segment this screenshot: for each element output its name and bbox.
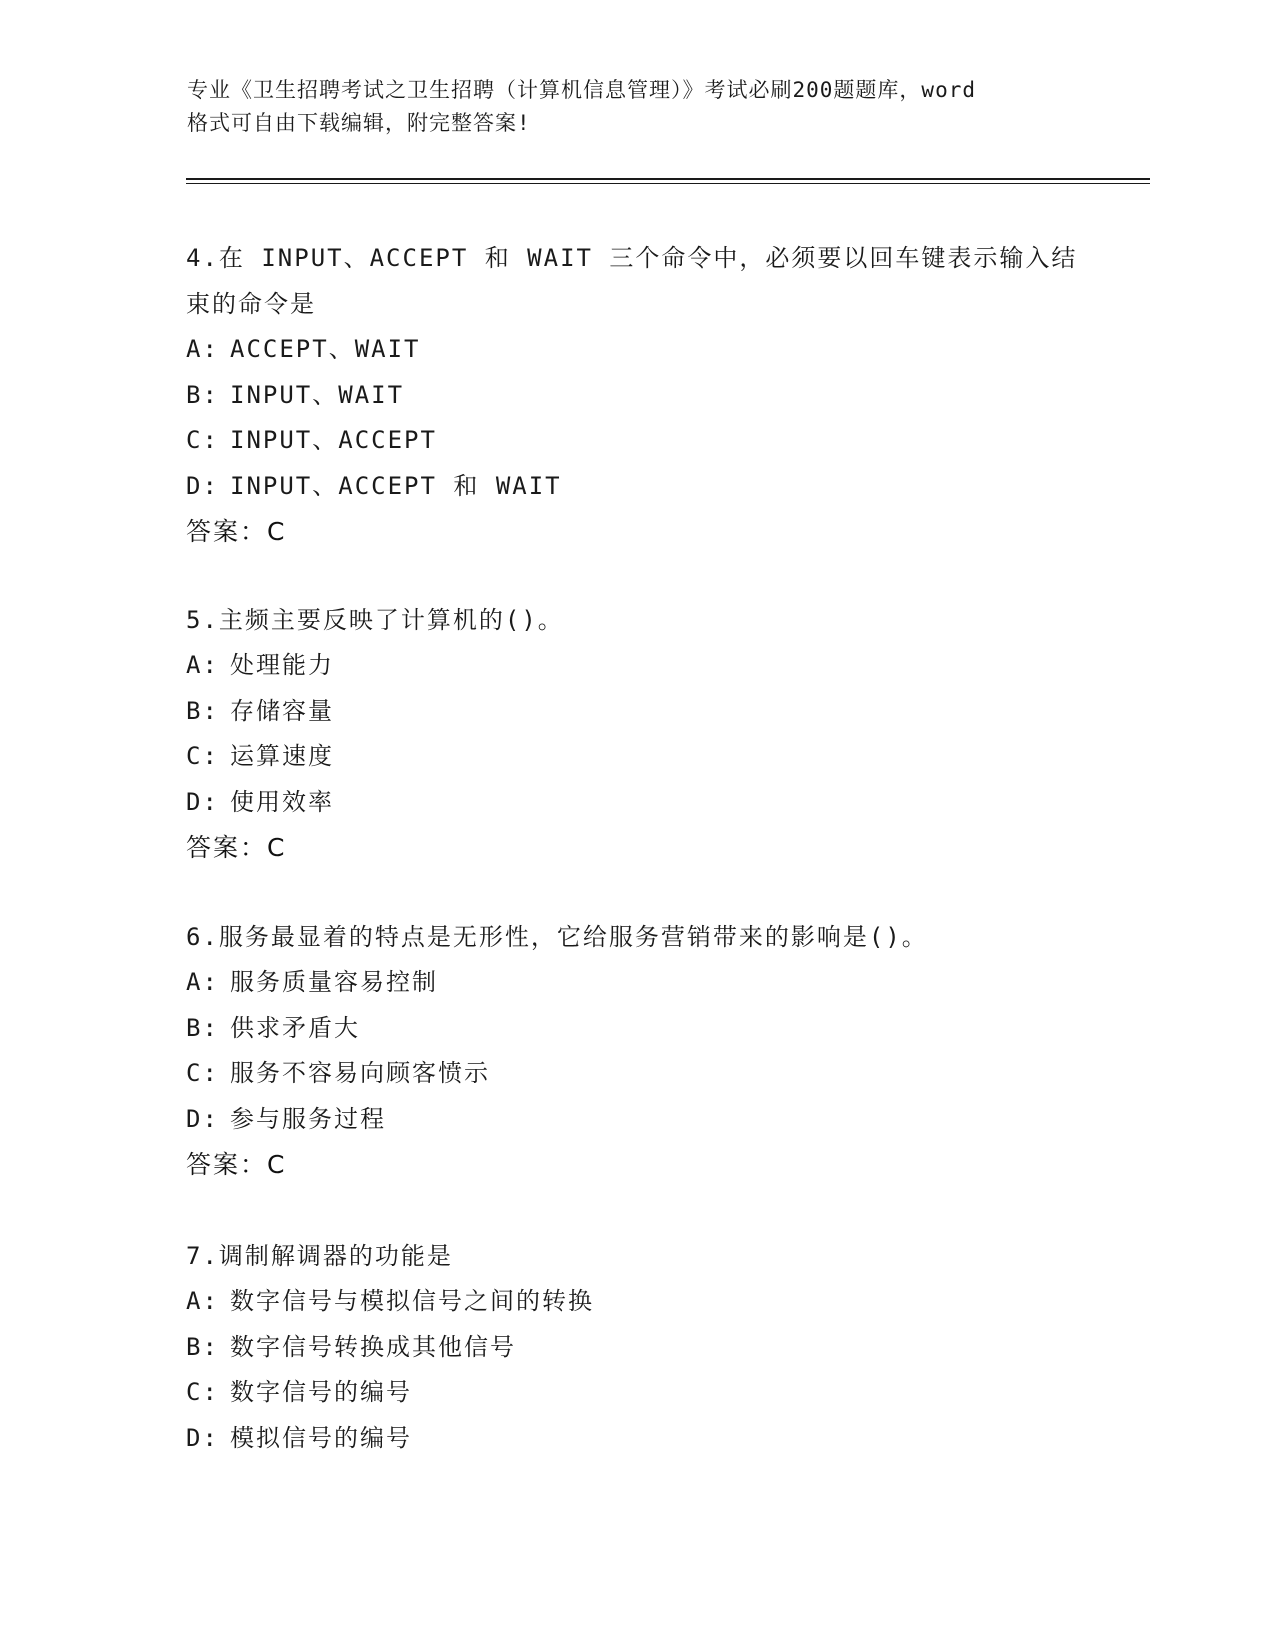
option-d: [186, 780, 1086, 826]
question-5: [186, 597, 1086, 871]
option-text: INPUT、WAIT: [230, 380, 405, 409]
option-letter: D:: [186, 1104, 219, 1133]
option-b: [186, 1325, 1086, 1371]
option-text: 供求矛盾大: [230, 1013, 360, 1042]
question-stem: 6.服务最显着的特点是无形性，它给服务营销带来的影响是()。: [186, 923, 928, 951]
option-letter: A:: [186, 335, 219, 363]
option-letter: D:: [186, 471, 219, 500]
option-a: [186, 1279, 1086, 1325]
question-stem: 7.调制解调器的功能是: [186, 1242, 453, 1270]
question-4: [186, 235, 1086, 555]
option-text: 存储容量: [230, 696, 334, 725]
header-line-2: 格式可自由下载编辑，附完整答案!: [187, 111, 531, 135]
option-letter: C:: [186, 742, 219, 770]
option-text: INPUT、ACCEPT 和 WAIT: [230, 471, 562, 500]
option-text: 数字信号转换成其他信号: [230, 1332, 516, 1361]
option-text: 使用效率: [230, 787, 334, 816]
option-letter: A:: [186, 968, 219, 996]
answer-label: 答案：C: [186, 833, 287, 862]
option-letter: C:: [186, 426, 219, 454]
option-text: 服务不容易向顾客愤示: [230, 1059, 490, 1087]
option-letter: A:: [186, 651, 219, 679]
header-divider-thin: [186, 183, 1150, 184]
option-text: INPUT、ACCEPT: [230, 426, 437, 454]
question-7: [186, 1233, 1086, 1461]
option-letter: B:: [186, 380, 219, 409]
option-text: ACCEPT、WAIT: [230, 335, 421, 363]
option-a: [186, 960, 1086, 1006]
option-letter: B:: [186, 1013, 219, 1042]
option-text: 数字信号的编号: [230, 1378, 412, 1406]
option-letter: B:: [186, 696, 219, 725]
document-header: [187, 74, 1087, 140]
option-letter: D:: [186, 1423, 219, 1452]
option-d: [186, 1097, 1086, 1143]
option-d: [186, 464, 1086, 510]
answer-label: 答案：C: [186, 517, 287, 546]
option-text: 数字信号与模拟信号之间的转换: [230, 1287, 594, 1315]
question-6: [186, 914, 1086, 1188]
option-a: [186, 643, 1086, 689]
option-c: [186, 1051, 1086, 1097]
option-letter: C:: [186, 1378, 219, 1406]
option-b: [186, 1006, 1086, 1052]
option-d: [186, 1416, 1086, 1462]
question-stem-continued: 束的命令是: [186, 290, 316, 318]
option-c: [186, 418, 1086, 464]
option-text: 服务质量容易控制: [230, 968, 438, 996]
option-letter: C:: [186, 1059, 219, 1087]
option-a: [186, 327, 1086, 373]
option-letter: B:: [186, 1332, 219, 1361]
answer-label: 答案：C: [186, 1150, 287, 1179]
option-text: 参与服务过程: [230, 1104, 386, 1133]
question-stem: 4.在 INPUT、ACCEPT 和 WAIT 三个命令中，必须要以回车键表示输入结: [186, 244, 1078, 272]
option-b: [186, 689, 1086, 735]
option-text: 处理能力: [230, 651, 334, 679]
question-stem: 5.主频主要反映了计算机的()。: [186, 606, 564, 634]
header-divider-thick: [186, 178, 1150, 180]
option-c: [186, 1370, 1086, 1416]
option-letter: A:: [186, 1287, 219, 1315]
option-text: 模拟信号的编号: [230, 1423, 412, 1452]
option-letter: D:: [186, 787, 219, 816]
header-line-1: 专业《卫生招聘考试之卫生招聘（计算机信息管理）》考试必刷200题题库，word: [187, 78, 976, 102]
option-c: [186, 734, 1086, 780]
option-b: [186, 373, 1086, 419]
option-text: 运算速度: [230, 742, 334, 770]
